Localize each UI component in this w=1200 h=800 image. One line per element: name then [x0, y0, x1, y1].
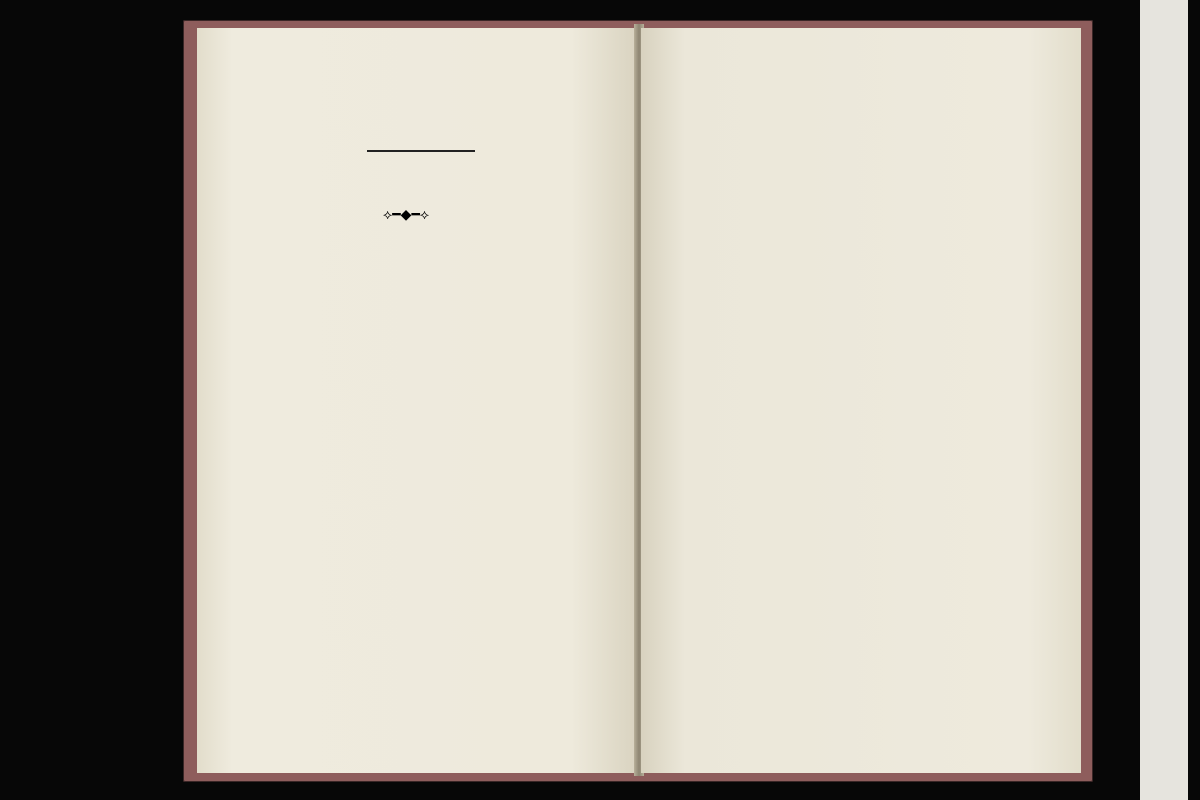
right-page: [641, 28, 1081, 773]
measuring-ruler: [1140, 0, 1188, 800]
left-page: [197, 28, 637, 773]
ornament-diamond-icon: ⟡━◆━⟡: [383, 207, 430, 223]
ornament-rule-1: [367, 150, 475, 152]
